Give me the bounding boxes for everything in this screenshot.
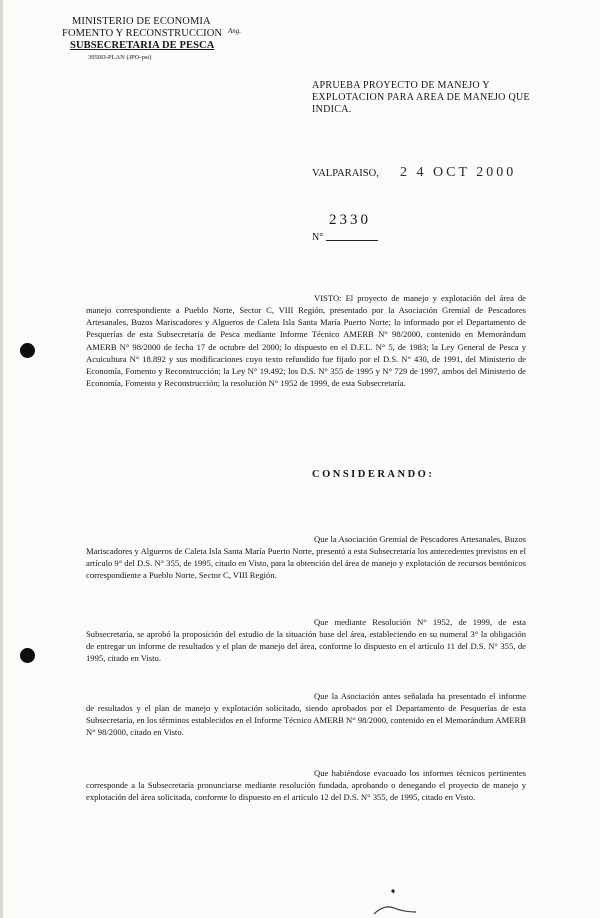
considerando-lead: Que la Asociación antes señalada ha presentado <box>314 691 486 701</box>
ministry-line: MINISTERIO DE ECONOMIA <box>72 16 211 27</box>
considerando-text: el informe de resultados y el plan de manejo y explotación solicitado, siendo aprobados por el Departamento de Pesquerías de esta Subsecretaría, en los términos establecidos en el Informe Técnico AMERB N° 98/2000, contenido en el Memorándum AMERB N° 98/2000, citado en Visto. <box>86 691 527 738</box>
punch-hole-upper <box>20 343 35 358</box>
subsecretaria-line: SUBSECRETARIA DE PESCA <box>70 40 215 51</box>
considerando-text: Artesanales, Buzos Mariscadores y Algueros de Caleta Isla Santa María Puerto Norte, presentó a esta Subsecretaría los antecedentes previstos en el artículo 9° del D.S. N° 355, de 1995, citado en Visto, para la obtención del área de manejo y explotación de recursos bentónicos correspondiente a Pueblo Norte, Sector C, VIII Región. <box>86 534 526 581</box>
scan-edge <box>0 0 3 918</box>
ministry-subline: FOMENTO Y RECONSTRUCCION <box>62 28 223 39</box>
signature-mark-icon <box>370 888 420 916</box>
date-stamp: 2 4 OCT 2000 <box>400 165 517 180</box>
visto-text: El proyecto de manejo y explotación del área de manejo correspondiente a Pueblo Norte, Sector C, VIII Región, presentado por la Asociación Gremial de Pescadores Artesanales, Buzos Mariscadores y Algueros de Caleta Isla Santa María Puerto Norte; lo informado por el Departamento de Pesquerías de esta Subsecretaría de Pesca mediante Informe Técnico AMERB N° 98/2000, contenido en Memorándum AMERB N° 98/2000 de fecha 17 de octubre del 2000; lo dispuesto en el D.F.L. N° 5, de 1983; la Ley General de Pesca y Acuicultura N° 18.892 y sus modificaciones cuyo texto refundido fue fijado por el D.S. N° 430, de 1991, del Ministerio de Economía, Fomento y Reconstrucción; la Ley N° 19.492; los D.S. N° 355 de 1995 y N° 729 de 1997, ambos del Ministerio de Economía, Fomento y Reconstrucción; la resolución N° 1952 de 1999, de esta Subsecretaría. <box>86 293 526 389</box>
considerando-paragraph-2 <box>86 616 526 665</box>
considerando-lead: Que mediante Resolución N° 1952, de 1999, de <box>314 617 507 627</box>
resolution-number: 2330 <box>329 212 371 228</box>
considerando-text: pertinentes corresponde a la Subsecretaría pronunciarse mediante resolución fundada, aprobando o denegando el proyecto de manejo y explotación del área solicitada, conforme lo dispuesto en el artículo 12 del D.S. N° 355, de 1995, citado en Visto. <box>86 768 526 803</box>
considerando-paragraph-3 <box>86 690 526 739</box>
number-underline <box>326 240 378 241</box>
considerando-lead: Que habiéndose evacuado los informes técnicos <box>314 768 485 778</box>
considerando-text: esta Subsecretaría, se aprobó la proposición del estudio de la situación base del área, estableciendo en su numeral 3° la obligación de entregar un informe de resultados y el plan de manejo del área, conforme lo dispuesto en el artículo 11 del D.S. N° 355, de 1995, citado en Visto. <box>86 617 526 664</box>
considerando-paragraph-4 <box>86 767 526 803</box>
handwritten-mark: Ang. <box>228 27 242 35</box>
place-label: VALPARAISO, <box>312 168 379 179</box>
document-subject: APRUEBA PROYECTO DE MANEJO Y EXPLOTACION PARA AREA DE MANEJO QUE INDICA. <box>312 80 530 115</box>
considerando-lead: Que la Asociación Gremial de Pescadores <box>314 534 459 544</box>
number-label: N° <box>312 232 324 243</box>
document-code: 3950D-PLAN (JPO-pst) <box>88 54 152 61</box>
punch-hole-lower <box>20 648 35 663</box>
visto-paragraph <box>86 292 526 389</box>
visto-label: VISTO: <box>314 293 342 303</box>
considerando-paragraph-1 <box>86 533 526 582</box>
considerando-heading: CONSIDERANDO: <box>312 469 435 480</box>
